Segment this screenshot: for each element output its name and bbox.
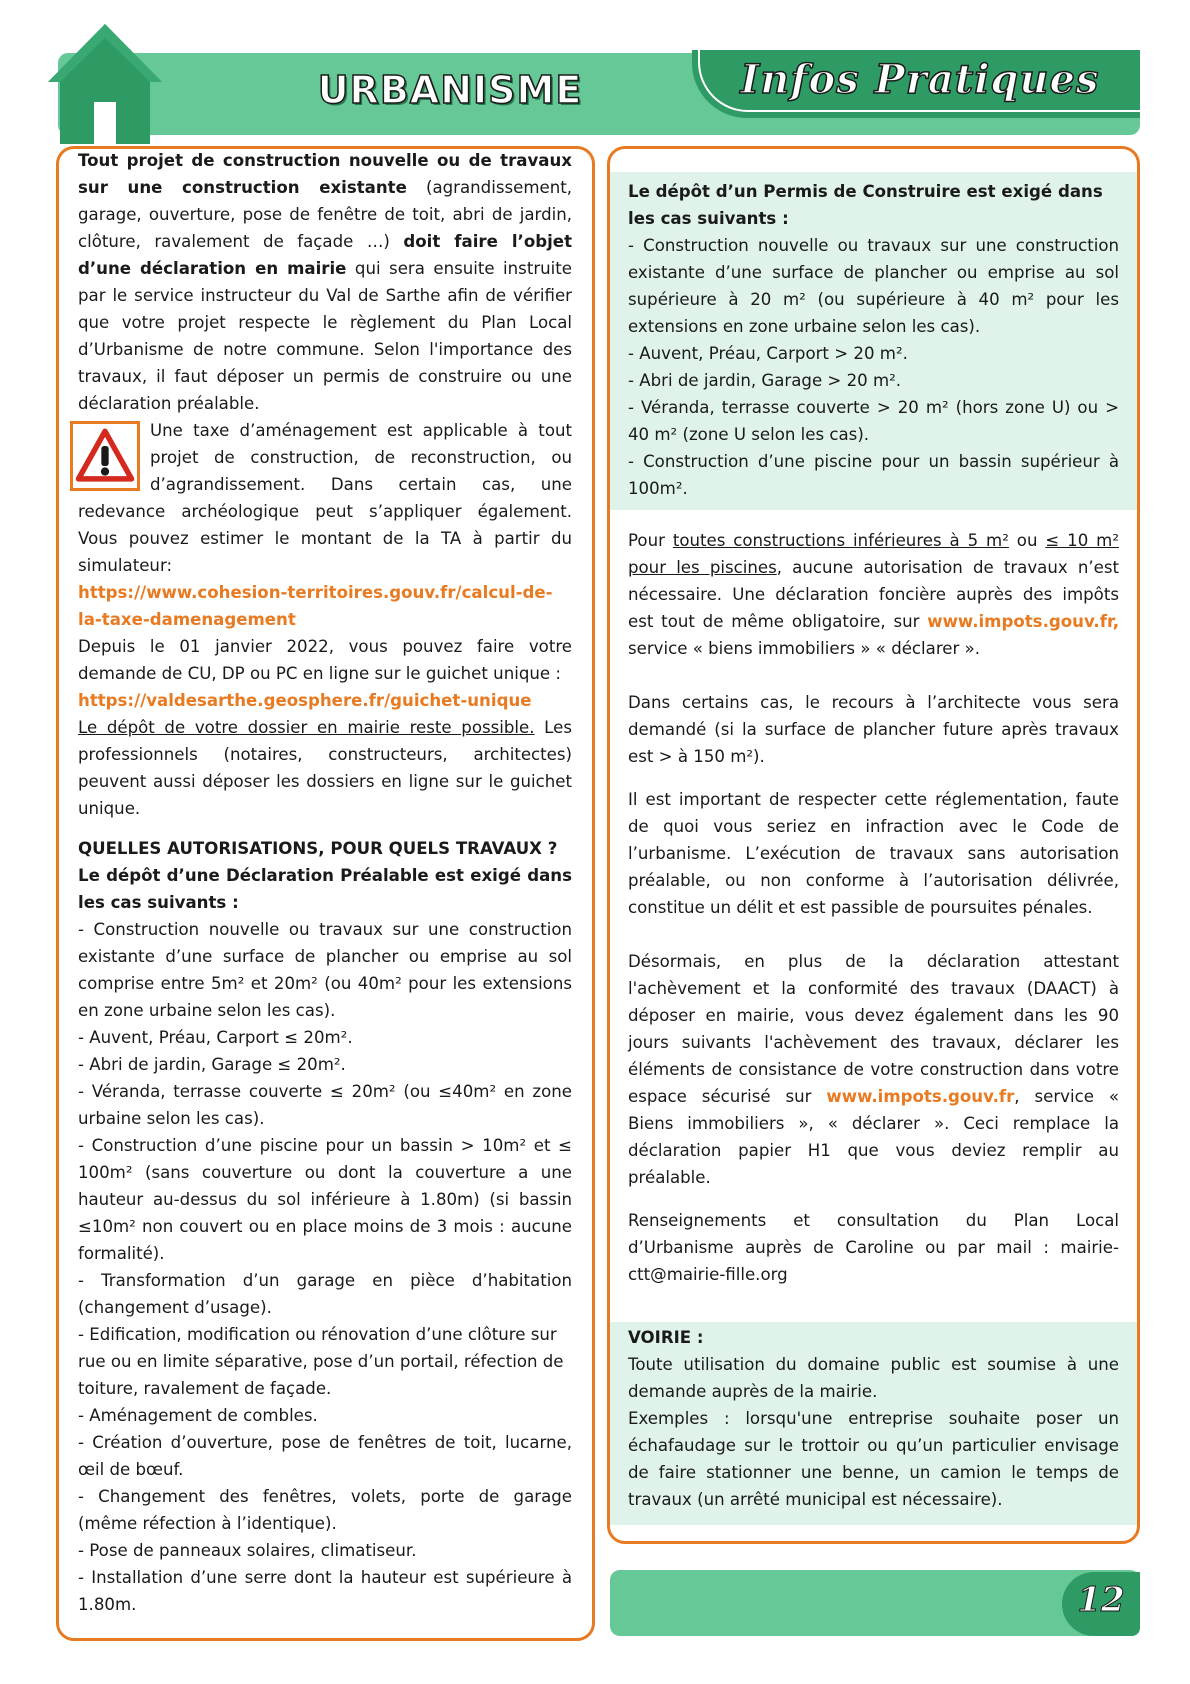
left-column [78, 147, 572, 1618]
intro-bold-2: doit faire l’objet d’une déclaration en mairie [78, 232, 572, 278]
voirie-section [610, 1322, 1137, 1525]
pc-item: - Véranda, terrasse couverte > 20 m² (hors zone U) ou > 40 m² (zone U selon les cas). [628, 398, 1119, 444]
voirie-paragraph-2: Exemples : lorsqu'une entreprise souhaite poser un échafaudage sur le trottoir ou qu’un particulier envisage de faire stationner une benne, un camion le temps de travaux (un arrêté municipal est nécessaire). [628, 1409, 1119, 1509]
guichet-unique-link[interactable]: https://valdesarthe.geosphere.fr/guichet-unique [78, 691, 532, 710]
authorisations-heading: QUELLES AUTORISATIONS, POUR QUELS TRAVAUX ? [78, 839, 558, 858]
dp-item: - Pose de panneaux solaires, climatiseur. [78, 1541, 417, 1560]
p1-text-4: service « biens immobiliers » « déclarer ». [628, 639, 981, 658]
pc-item: - Construction nouvelle ou travaux sur une construction existante d’une surface de plancher ou emprise au sol supérieure à 20 m² (ou supérieure à 40 m² pour les extensions en zone urbaine selon les cas). [628, 236, 1119, 336]
page-title: URBANISME [317, 68, 583, 112]
tax-text: Une taxe d’aménagement est applicable à tout projet de construction, de reconstruction, ou d’agrandissement. Dans certain cas, une redevance archéologique peut s’appliquer également. Vous pouvez estimer le montant de la TA à partir du simulateur: [78, 421, 572, 575]
dp-subheading: Le dépôt d’une Déclaration Préalable est exigé dans les cas suivants : [78, 866, 572, 912]
p1-underline-1: toutes constructions inférieures à 5 m² [672, 531, 1009, 550]
voirie-heading: VOIRIE : [628, 1328, 704, 1347]
page-number: 12 [1077, 1580, 1125, 1620]
p1-text-1: Pour [628, 531, 673, 550]
pc-heading: Le dépôt d’un Permis de Construire est exigé dans les cas suivants : [628, 182, 1103, 228]
deposit-paragraph [78, 714, 572, 822]
intro-text-2: qui sera ensuite instruite par le service instructeur du Val de Sarthe afin de vérifier que votre projet respecte le règlement du Plan Local d’Urbanisme de notre commune. Selon l'importance des travaux, il faut déposer un permis de construire ou une déclaration préalable. [78, 259, 572, 413]
small-constructions-paragraph [628, 527, 1119, 662]
pc-item: - Construction d’une piscine pour un bassin supérieur à 100m². [628, 452, 1119, 498]
voirie-paragraph-1: Toute utilisation du domaine public est soumise à une demande auprès de la mairie. [628, 1355, 1119, 1401]
pc-section [610, 172, 1137, 510]
dp-item: - Véranda, terrasse couverte ≤ 20m² (ou ≤40m² en zone urbaine selon les cas). [78, 1082, 572, 1128]
pc-item: - Abri de jardin, Garage > 20 m². [628, 371, 902, 390]
section-title: Infos Pratiques [740, 56, 1100, 103]
contact-paragraph: Renseignements et consultation du Plan Local d’Urbanisme auprès de Caroline ou par mail : mairie-ctt@mairie-fille.org [628, 1211, 1119, 1284]
dp-item: - Création d’ouverture, pose de fenêtres de toit, lucarne, œil de bœuf. [78, 1433, 572, 1479]
impots-link-2[interactable]: www.impots.gouv.fr [826, 1087, 1015, 1106]
architect-paragraph: Dans certains cas, le recours à l’architecte vous sera demandé (si la surface de plancher future après travaux est > à 150 m²). [628, 693, 1119, 766]
dp-item: - Construction nouvelle ou travaux sur une construction existante d’une surface de plancher ou emprise au sol comprise entre 5m² et 20m² (ou 40m² pour les extensions en zone urbaine selon les cas). [78, 920, 572, 1020]
p1-text-3: , aucune autorisation de travaux n’est nécessaire. Une déclaration foncière auprès des impôts est tout de même obligatoire, sur [628, 558, 1120, 631]
deposit-text: Les professionnels (notaires, constructeurs, architectes) peuvent aussi déposer les dossiers en ligne sur le guichet unique. [78, 718, 572, 818]
dp-item: - Installation d’une serre dont la hauteur est supérieure à 1.80m. [78, 1568, 572, 1614]
intro-paragraph [78, 147, 572, 417]
regulation-paragraph: Il est important de respecter cette réglementation, faute de quoi vous seriez en infraction avec le Code de l’urbanisme. L’exécution de travaux sans autorisation préalable, ou non conforme à l’autorisation délivrée, constitue un délit et est passible de poursuites pénales. [628, 790, 1119, 917]
dp-item: - Auvent, Préau, Carport ≤ 20m². [78, 1028, 353, 1047]
intro-bold-1: Tout projet de construction nouvelle ou de travaux sur une construction existante [78, 151, 572, 197]
warning-icon [70, 421, 140, 491]
pc-item: - Auvent, Préau, Carport > 20 m². [628, 344, 908, 363]
online-paragraph: Depuis le 01 janvier 2022, vous pouvez faire votre demande de CU, DP ou PC en ligne sur le guichet unique : [78, 637, 572, 683]
p4-text-2: , service « Biens immobiliers », « déclarer ». Ceci remplace la déclaration papier H1 que vous deviez remplir au préalable. [628, 1087, 1120, 1187]
p1-underline-2: ≤ 10 m² pour les piscines [628, 531, 1119, 577]
footer-band [610, 1570, 1140, 1636]
tax-simulator-link[interactable]: https://www.cohesion-territoires.gouv.fr/calcul-de-la-taxe-damenagement [78, 583, 553, 629]
daact-paragraph [628, 948, 1119, 1191]
dp-item: - Abri de jardin, Garage ≤ 20m². [78, 1055, 346, 1074]
p1-text-2: ou [1008, 531, 1046, 550]
deposit-underlined: Le dépôt de votre dossier en mairie reste possible. [78, 718, 535, 737]
right-body [610, 527, 1137, 1288]
tax-paragraph [78, 417, 572, 579]
dp-item: - Aménagement de combles. [78, 1406, 318, 1425]
dp-item: - Changement des fenêtres, volets, porte de garage (même réfection à l’identique). [78, 1487, 572, 1533]
dp-item: - Edification, modification ou rénovation d’une clôture sur rue ou en limite séparative, pose d’un portail, réfection de toiture, ravalement de façade. [78, 1325, 564, 1398]
p4-text-1: Désormais, en plus de la déclaration attestant l'achèvement et la conformité des travaux (DAACT) à déposer en mairie, vous devez également dans les 90 jours suivants l'achèvement des travaux, déclarer les éléments de consistance de votre construction dans votre espace sécurisé sur [628, 952, 1119, 1106]
dp-item: - Construction d’une piscine pour un bassin > 10m² et ≤ 100m² (sans couverture ou dont la couverture a une hauteur au-dessus du sol inférieure à 1.80m) (si bassin ≤10m² non couvert ou en place moins de 3 mois : aucune formalité). [78, 1136, 572, 1263]
dp-item: - Transformation d’un garage en pièce d’habitation (changement d’usage). [78, 1271, 572, 1317]
house-icon [42, 20, 168, 144]
intro-text-1: (agrandissement, garage, ouverture, pose de fenêtre de toit, abri de jardin, clôture, ravalement de façade …) [78, 178, 572, 251]
impots-link[interactable]: www.impots.gouv.fr, [927, 612, 1119, 631]
